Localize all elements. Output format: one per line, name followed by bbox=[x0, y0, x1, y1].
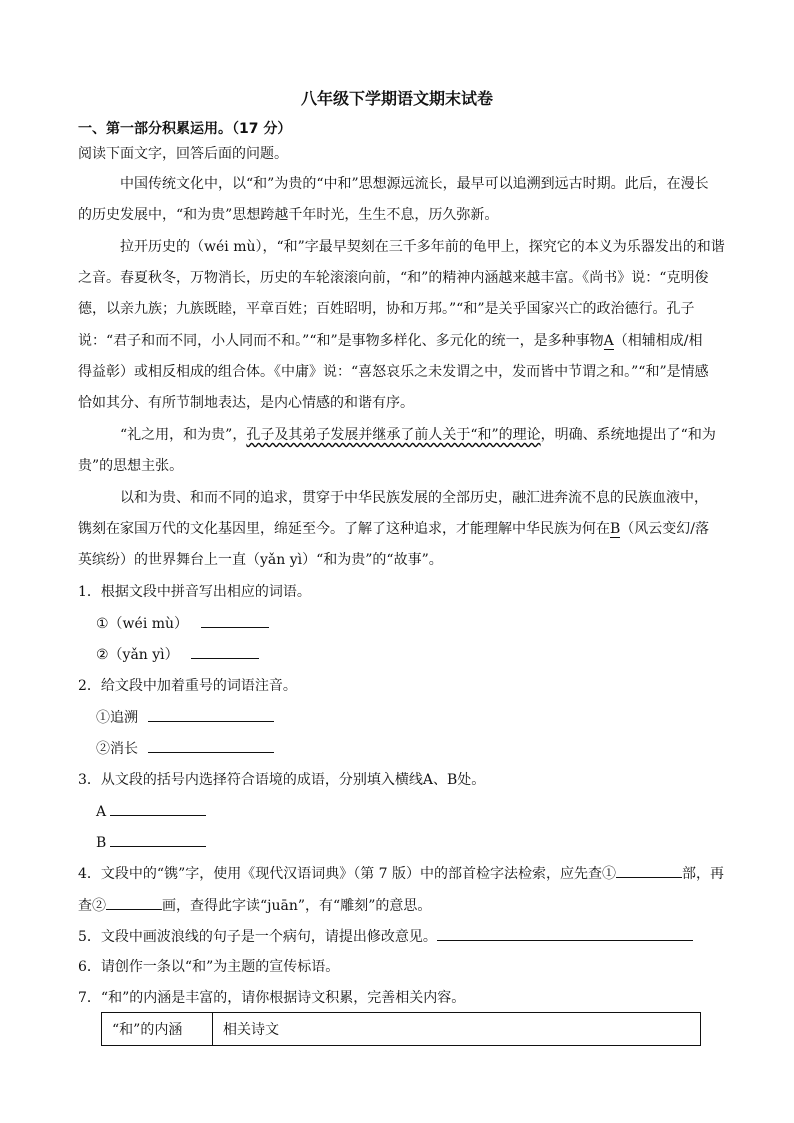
question-7: 7．“和”的内涵是丰富的，请你根据诗文积累，完善相关内容。 bbox=[78, 990, 466, 1006]
answer-blank[interactable] bbox=[110, 832, 206, 847]
passage-text: （相辅相成/相 bbox=[613, 333, 703, 349]
answer-blank[interactable] bbox=[191, 644, 259, 659]
question-6: 6．请创作一条以“和”为主题的宣传标语。 bbox=[78, 959, 340, 975]
passage-line: 英缤纷）的世界舞台上一直（yǎn yì）“和为贵”的“故事”。 bbox=[78, 552, 443, 568]
question-4-line-1: 4．文段中的“镌”字，使用《现代汉语词典》（第 7 版）中的部首检字法检索，应先查① 部，再 bbox=[78, 863, 746, 884]
question-1-item-1: ①（wéi mù） bbox=[96, 613, 764, 634]
blank-marker-b: B bbox=[610, 521, 621, 537]
passage-line: 的历史发展中，“和为贵”思想跨越千年时光，生生不息，历久弥新。 bbox=[78, 207, 499, 223]
answer-blank[interactable] bbox=[106, 895, 162, 910]
passage-line: 以和为贵、和而不同的追求，贯穿于中华民族发展的全部历史，融汇进奔流不息的民族血液中， bbox=[120, 490, 708, 506]
passage-text: “礼之用，和为贵”， bbox=[120, 427, 247, 443]
answer-blank[interactable] bbox=[148, 738, 274, 753]
passage-text: ，明确、系统地提出了“和为 bbox=[540, 427, 716, 443]
passage-text: （风云变幻/落 bbox=[620, 521, 710, 537]
answer-table bbox=[101, 1012, 701, 1046]
answer-blank[interactable] bbox=[148, 707, 274, 722]
passage-text: 镌刻在家国万代的文化基因里，绵延至今。了解了这种追求，才能理解中华民族为何在 bbox=[78, 521, 610, 537]
passage-line: 得益彰）或相反相成的组合体。《中庸》说：“喜怒哀乐之未发谓之中，发而皆中节谓之和。”“和”是情感 bbox=[78, 364, 709, 380]
passage-line bbox=[120, 425, 788, 445]
section-heading: 一、第一部分积累运用。（17 分） bbox=[78, 121, 292, 137]
passage-line bbox=[78, 519, 746, 539]
question-1-item-2: ②（yǎn yì） bbox=[96, 644, 764, 665]
passage-line: 中国传统文化中，以“和”为贵的“中和”思想源远流长，最早可以追溯到远古时期。此后，在漫长 bbox=[120, 176, 709, 192]
answer-blank[interactable] bbox=[616, 863, 682, 878]
table-row bbox=[102, 1013, 701, 1046]
passage-line: 之音。春夏秋冬，万物消长，历史的车轮滚滚向前，“和”的精神内涵越来越丰富。《尚书》说：“克明俊 bbox=[78, 270, 709, 286]
instruction: 阅读下面文字，回答后面的问题。 bbox=[78, 146, 288, 162]
table-header-meaning: “和”的内涵 bbox=[102, 1013, 213, 1046]
question-1: 1．根据文段中拼音写出相应的词语。 bbox=[78, 584, 311, 600]
question-3-item-b: B bbox=[96, 832, 764, 853]
question-5: 5．文段中画波浪线的句子是一个病句，请提出修改意见。 bbox=[78, 926, 746, 947]
wavy-underlined-sentence: 孔子及其弟子发展并继承了前人关于“和”的理论 bbox=[246, 427, 541, 443]
question-2-item-2: ②消长 bbox=[96, 738, 764, 759]
passage-line: 贵”的思想主张。 bbox=[78, 458, 184, 474]
passage-text: 说：“君子和而不同，小人同而不和。”“和”是事物多样化、多元化的统一，是多种事物 bbox=[78, 333, 604, 349]
question-4-line-2: 查② 画，查得此字读“juān”，有“雕刻”的意思。 bbox=[78, 895, 746, 916]
answer-blank[interactable] bbox=[110, 801, 206, 816]
answer-blank[interactable] bbox=[201, 613, 269, 628]
page-title: 八年级下学期语文期末试卷 bbox=[300, 89, 493, 108]
passage-line: 恰如其分、有所节制地表达，是内心情感的和谐有序。 bbox=[78, 395, 414, 411]
question-2-item-1: ①追溯 bbox=[96, 707, 764, 728]
table-header-poems: 相关诗文 bbox=[213, 1013, 701, 1046]
passage-line bbox=[78, 331, 746, 351]
question-3: 3．从文段的括号内选择符合语境的成语，分别填入横线A、B处。 bbox=[78, 772, 486, 788]
blank-marker-a: A bbox=[603, 333, 614, 349]
question-2: 2．给文段中加着重号的词语注音。 bbox=[78, 678, 297, 694]
passage-line: 拉开历史的（wéi mù），“和”字最早契刻在三千多年前的龟甲上，探究它的本义为乐器发出的和谐 bbox=[120, 239, 725, 255]
passage-line: 德，以亲九族；九族既睦，平章百姓；百姓昭明，协和万邦。”“和”是关乎国家兴亡的政治德行。孔子 bbox=[78, 301, 695, 317]
question-3-item-a: A bbox=[96, 801, 764, 822]
answer-blank[interactable] bbox=[437, 926, 693, 941]
